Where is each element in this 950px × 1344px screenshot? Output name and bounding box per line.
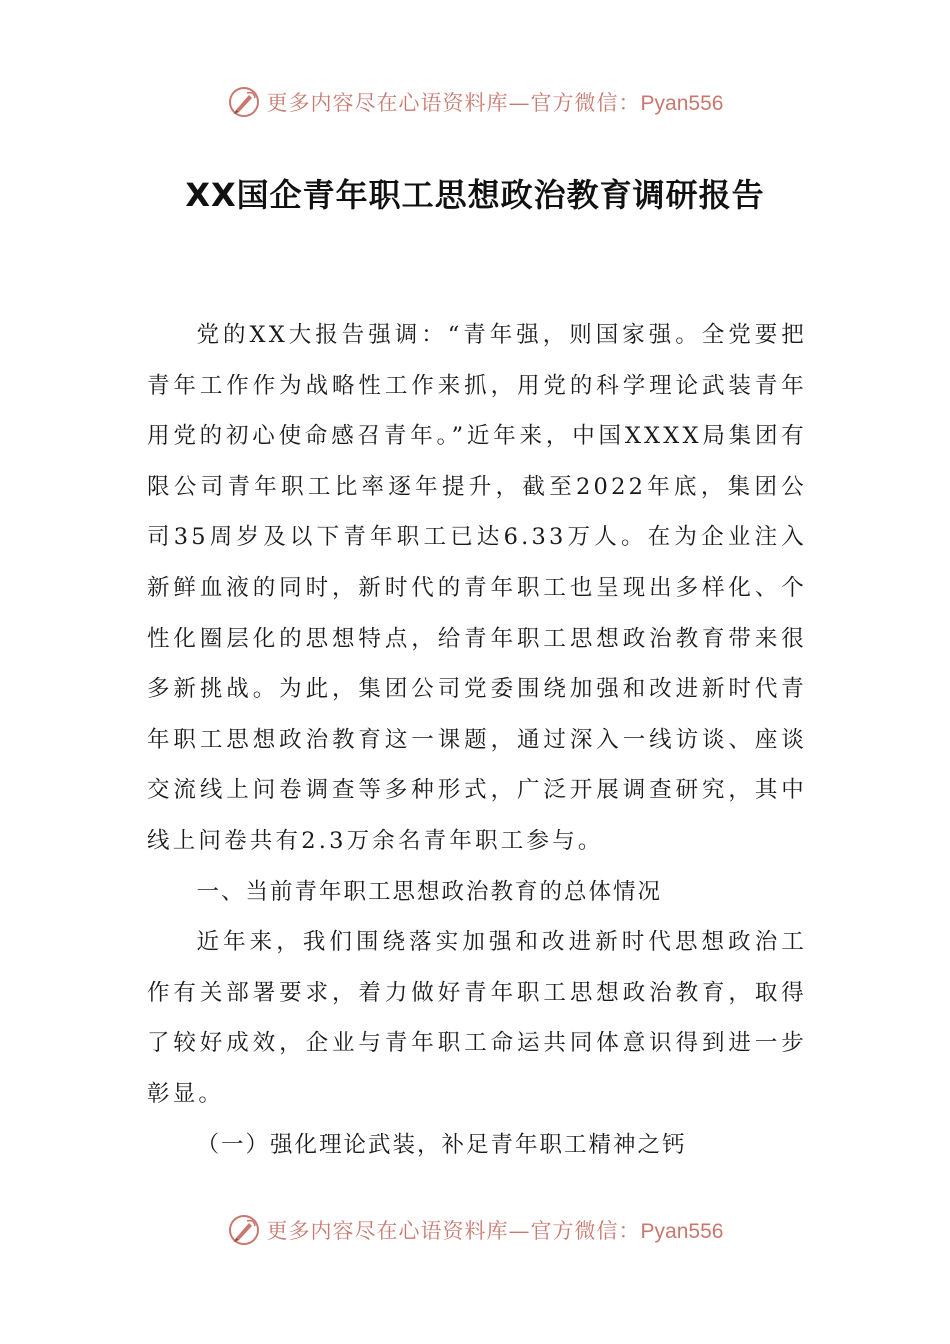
section-heading: 一、当前青年职工思想政治教育的总体情况	[196, 878, 663, 905]
document-title: XX国企青年职工思想政治教育调研报告	[185, 176, 765, 214]
pen-logo-icon	[227, 1213, 261, 1247]
pen-logo-icon	[227, 85, 261, 119]
section-paragraph: 近年来，我们围绕落实加强和改进新时代思想政治工作有关部署要求，着力做好青年职工思想政治教育，取得了较好成效，企业与青年职工命运共同体意识得到进一步彰显。	[147, 929, 807, 1107]
intro-paragraph: 党的XX大报告强调：“青年强，则国家强。全党要把青年工作作为战略性工作来抓，用党的科学理论武装青年用党的初心使命感召青年。”近年来，中国XXXX局集团有限公司青年职工比率逐年提升，截至2022年底，集团公司35周岁及以下青年职工已达6.33万人。在为企业注入新鲜血液的同时，新时代的青年职工也呈现出多样化、个性化圈层化的思想特点，给青年职工思想政治教育带来很多新挑战。为此，集团公司党委围绕加强和改进新时代青年职工思想政治教育这一课题，通过深入一线访谈、座谈交流线上问卷调查等多种形式，广泛开展调查研究，其中线上问卷共有2.3万余名青年职工参与。	[147, 322, 807, 854]
watermark-banner-bottom	[0, 1208, 950, 1252]
watermark-label: 更多内容尽在心语资料库—官方微信：	[266, 1219, 641, 1243]
watermark-handle: Pyan556	[640, 92, 724, 115]
watermark-handle: Pyan556	[640, 1220, 724, 1243]
watermark-text	[267, 1215, 724, 1245]
watermark-label: 更多内容尽在心语资料库—官方微信：	[266, 91, 641, 115]
watermark-text	[267, 87, 724, 117]
watermark-banner-top	[0, 80, 950, 124]
document-body	[147, 310, 807, 1170]
subsection-heading: （一）强化理论武装，补足青年职工精神之钙	[196, 1131, 687, 1158]
